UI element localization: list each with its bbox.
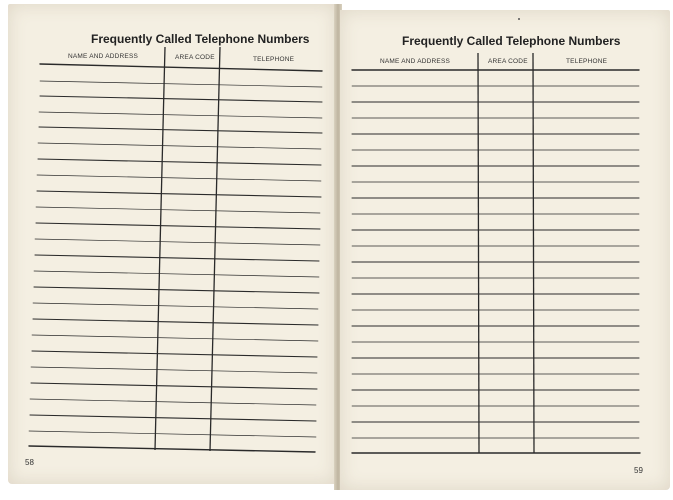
left-row-rule: [39, 127, 322, 133]
right-table-dividers: [478, 53, 534, 453]
left-column-telephone: TELEPHONE: [253, 56, 295, 63]
left-row-rule: [34, 287, 319, 293]
left-bottom-rule: [29, 446, 315, 452]
left-table-rules: [29, 64, 322, 452]
left-row-rule: [38, 159, 321, 165]
left-row-rule: [34, 271, 319, 277]
right-column-name-address: NAME AND ADDRESS: [380, 58, 451, 65]
left-row-rule: [31, 383, 317, 389]
right-page-number: 59: [634, 466, 643, 475]
right-page-title: Frequently Called Telephone Numbers: [402, 34, 621, 48]
right-table-rules: [352, 70, 640, 453]
left-row-rule: [29, 431, 316, 437]
left-row-rule: [39, 112, 322, 118]
right-column-area-code: AREA CODE: [488, 58, 528, 65]
left-table-dividers: [155, 47, 220, 451]
left-row-rule: [32, 351, 317, 357]
left-column-name-address: NAME AND ADDRESS: [68, 53, 139, 60]
left-row-rule: [33, 319, 318, 325]
left-row-rule: [37, 191, 321, 197]
left-row-rule: [35, 239, 320, 245]
left-row-rule: [35, 255, 319, 261]
left-row-rule: [40, 96, 322, 102]
left-row-rule: [33, 303, 318, 309]
left-row-rule: [31, 367, 317, 373]
right-column-telephone: TELEPHONE: [566, 58, 608, 65]
left-row-rule: [32, 335, 318, 341]
left-row-rule: [36, 207, 320, 213]
left-row-rule: [36, 223, 320, 229]
left-page-number: 58: [25, 458, 34, 467]
left-row-rule: [30, 399, 316, 405]
left-divider-name-area: [155, 47, 165, 450]
left-page-title: Frequently Called Telephone Numbers: [91, 32, 310, 46]
left-row-rule: [37, 175, 321, 181]
right-divider-name-area: [478, 53, 479, 453]
left-header-rule: [40, 64, 322, 71]
right-divider-area-phone: [533, 53, 534, 453]
paper-speck: [518, 18, 520, 20]
left-row-rule: [30, 415, 316, 421]
left-row-rule: [38, 143, 321, 149]
left-divider-area-phone: [210, 47, 220, 451]
left-row-rule: [40, 81, 322, 87]
left-column-area-code: AREA CODE: [175, 54, 215, 61]
